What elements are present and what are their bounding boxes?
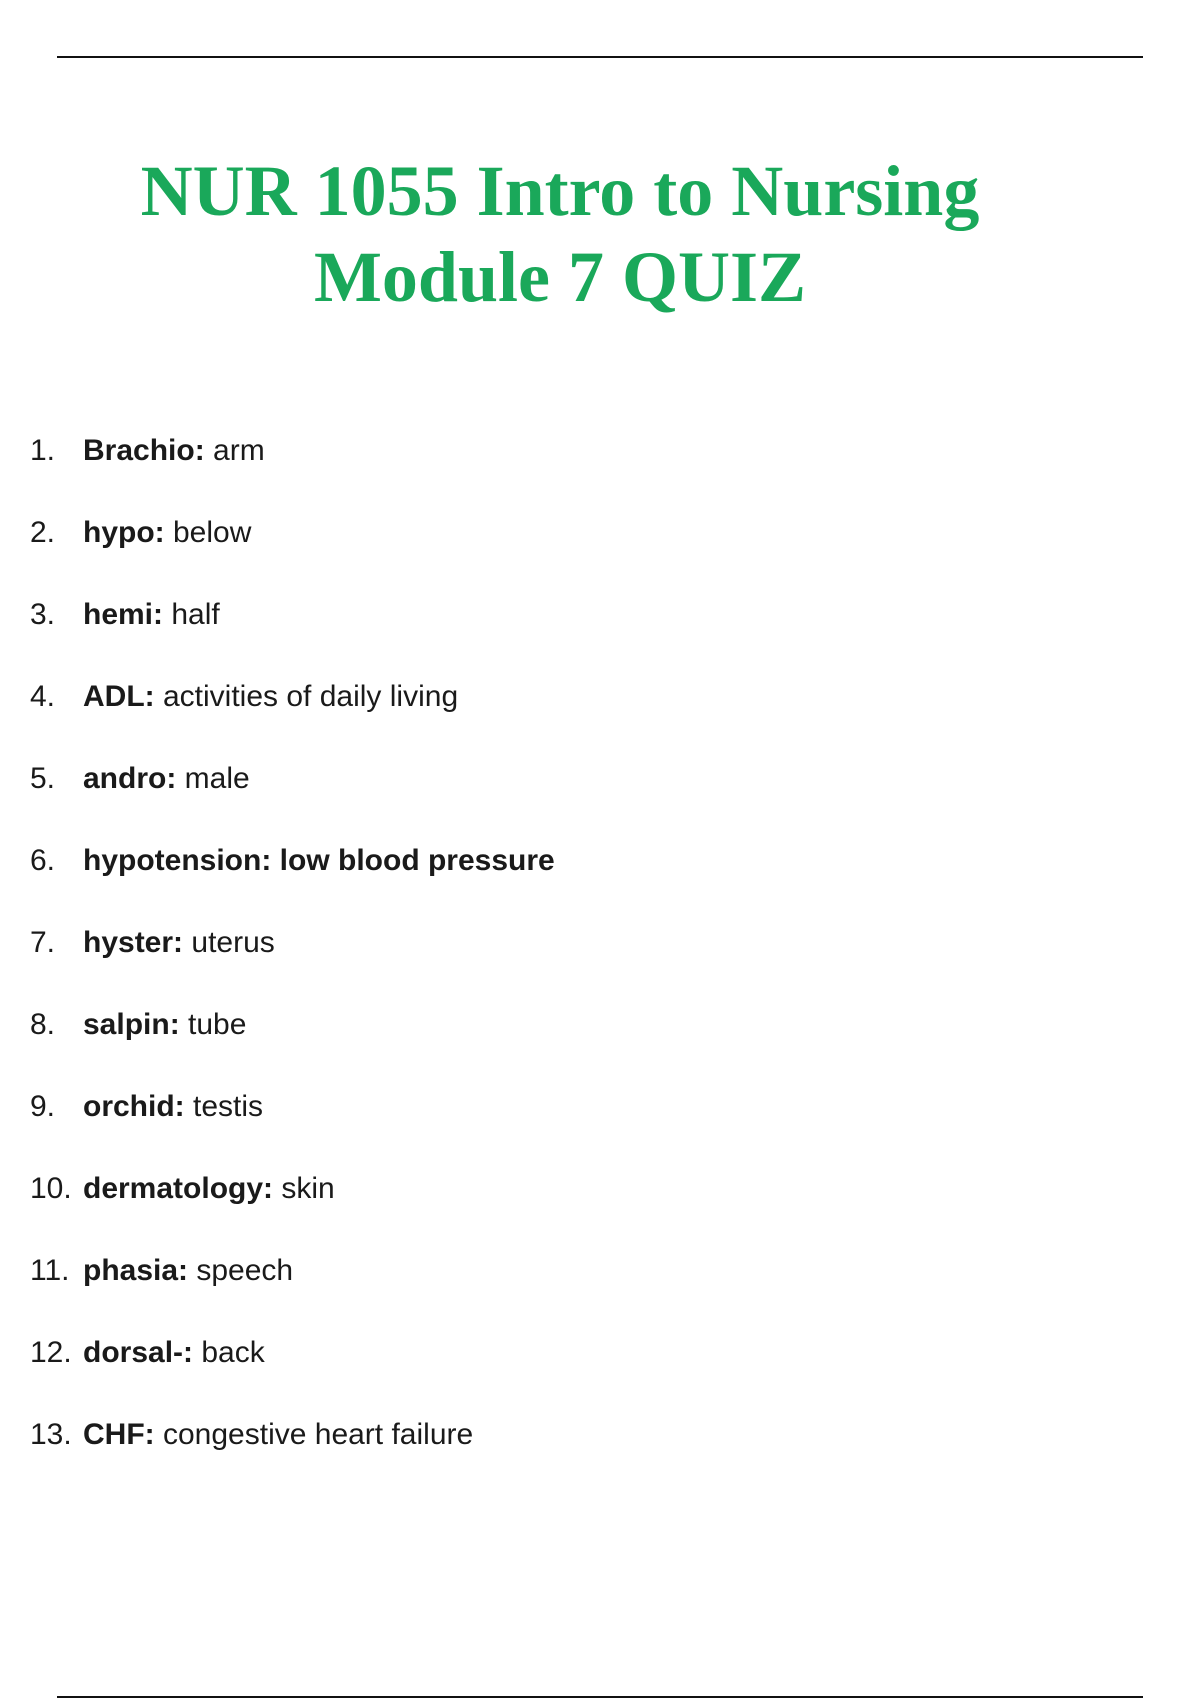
item-number: 2. — [30, 516, 56, 549]
list-item — [30, 674, 555, 756]
list-item — [30, 1166, 555, 1248]
list-item — [30, 592, 555, 674]
item-definition: testis — [193, 1090, 264, 1123]
item-number: 9. — [30, 1090, 56, 1123]
item-number: 6. — [30, 844, 56, 877]
item-number: 13. — [30, 1418, 72, 1451]
title-line-1: NUR 1055 Intro to Nursing — [140, 151, 980, 231]
item-definition: below — [173, 516, 252, 549]
item-number: 11. — [30, 1254, 70, 1287]
list-item — [30, 1002, 555, 1084]
item-term: phasia: — [83, 1254, 189, 1287]
item-definition: male — [184, 762, 250, 795]
item-number: 5. — [30, 762, 56, 795]
item-term: ADL: — [83, 680, 155, 713]
item-definition: uterus — [191, 926, 275, 959]
item-definition: tube — [188, 1008, 247, 1041]
item-term: hyster: — [83, 926, 184, 959]
item-term: hemi: — [83, 598, 164, 631]
item-term: hypotension: — [83, 844, 272, 877]
list-item — [30, 1084, 555, 1166]
item-definition: skin — [281, 1172, 335, 1205]
item-number: 4. — [30, 680, 56, 713]
page-title — [0, 148, 1120, 320]
list-item — [30, 510, 555, 592]
term-list — [30, 428, 555, 1494]
item-definition: low blood pressure — [279, 844, 555, 877]
item-number: 7. — [30, 926, 56, 959]
item-number: 1. — [30, 434, 56, 467]
item-number: 8. — [30, 1008, 56, 1041]
item-term: CHF: — [83, 1418, 155, 1451]
item-number: 3. — [30, 598, 56, 631]
item-term: dermatology: — [83, 1172, 274, 1205]
bottom-divider — [57, 1696, 1143, 1698]
list-item — [30, 838, 555, 920]
top-divider — [57, 56, 1143, 58]
item-term: hypo: — [83, 516, 165, 549]
list-item — [30, 1248, 555, 1330]
item-definition: arm — [213, 434, 265, 467]
item-definition: half — [171, 598, 220, 631]
item-term: dorsal-: — [83, 1336, 194, 1369]
item-number: 10. — [30, 1172, 72, 1205]
list-item — [30, 756, 555, 838]
item-term: salpin: — [83, 1008, 180, 1041]
item-number: 12. — [30, 1336, 72, 1369]
list-item — [30, 428, 555, 510]
item-term: andro: — [83, 762, 177, 795]
item-term: Brachio: — [83, 434, 205, 467]
list-item — [30, 1330, 555, 1412]
item-definition: congestive heart failure — [163, 1418, 474, 1451]
item-term: orchid: — [83, 1090, 185, 1123]
list-item — [30, 1412, 555, 1494]
title-line-2: Module 7 QUIZ — [313, 237, 807, 317]
list-item — [30, 920, 555, 1002]
item-definition: back — [201, 1336, 265, 1369]
item-definition: activities of daily living — [163, 680, 459, 713]
item-definition: speech — [196, 1254, 294, 1287]
